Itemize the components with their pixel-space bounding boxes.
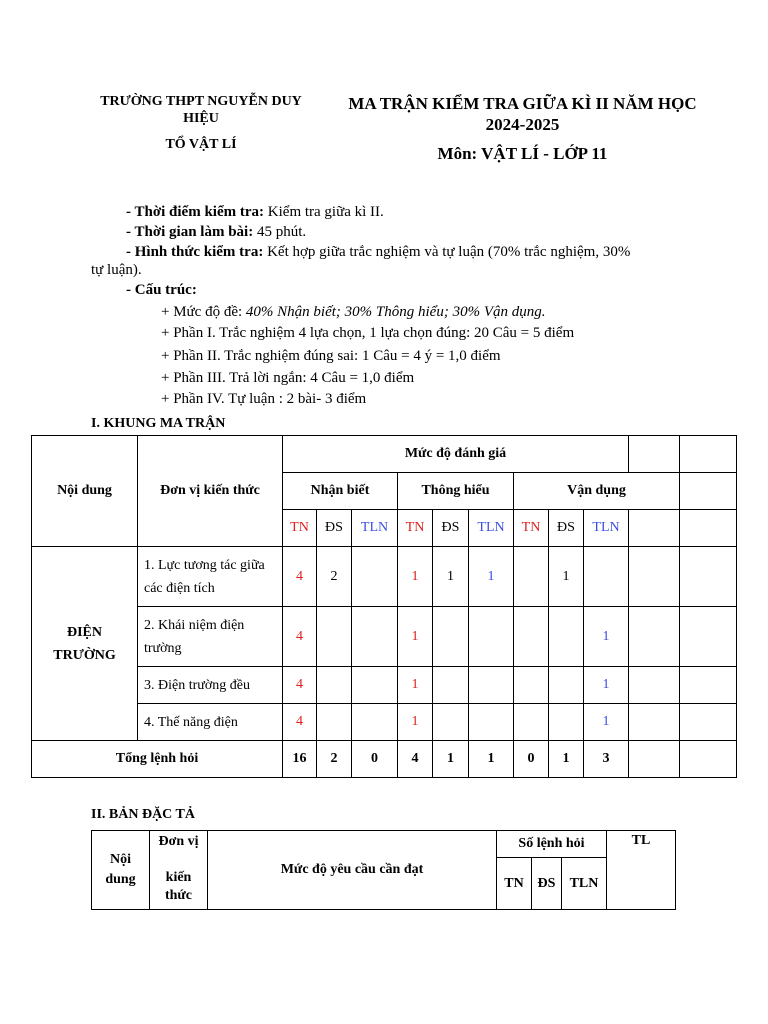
info-part-3: + Phần III. Trả lời ngắn: 4 Câu = 1,0 điểm <box>161 370 415 386</box>
total-vd-tn: 0 <box>514 741 549 778</box>
table-row <box>32 667 737 704</box>
sub-header-ds: ĐS <box>317 510 352 547</box>
cell-nb-tn: 4 <box>283 704 317 741</box>
unit-cell: 3. Điện trường đều <box>138 667 283 704</box>
spec-header-unit-3: thức <box>164 888 193 903</box>
sub-header-tln: TLN <box>352 510 398 547</box>
cell-vd-tln <box>584 547 629 607</box>
spec-section-title: II. BẢN ĐẶC TẢ <box>91 807 195 822</box>
spec-sub-tn: TN <box>497 858 532 910</box>
header-content: Nội dung <box>32 436 138 547</box>
spec-header-tl: TL <box>607 831 676 910</box>
header-level: Mức độ đánh giá <box>283 436 629 473</box>
header-apply: Vận dụng <box>514 473 680 510</box>
spec-table <box>91 830 676 910</box>
matrix-section-title: I. KHUNG MA TRẬN <box>91 416 226 431</box>
total-nb-tln: 0 <box>352 741 398 778</box>
cell-nb-tn: 4 <box>283 607 317 667</box>
sub-header-tln: TLN <box>584 510 629 547</box>
info-time <box>126 202 384 222</box>
info-structure-label: - Cấu trúc: <box>126 282 197 298</box>
sub-header-ds: ĐS <box>549 510 584 547</box>
spec-header-unit-2: kiến <box>165 870 192 885</box>
cell-th-ds <box>433 667 469 704</box>
table-row <box>32 704 737 741</box>
info-time-label: - Thời điểm kiểm tra: <box>126 204 265 220</box>
sub-header-ds: ĐS <box>433 510 469 547</box>
cell-empty <box>629 741 680 778</box>
info-format-label: - Hình thức kiểm tra: <box>126 244 264 260</box>
cell-nb-tn: 4 <box>283 667 317 704</box>
header-understand: Thông hiểu <box>398 473 514 510</box>
sub-header-tn: TN <box>514 510 549 547</box>
cell-empty <box>629 704 680 741</box>
total-th-ds: 1 <box>433 741 469 778</box>
total-nb-ds: 2 <box>317 741 352 778</box>
cell-vd-tn <box>514 667 549 704</box>
cell-empty <box>629 547 680 607</box>
info-part-4: + Phần IV. Tự luận : 2 bài- 3 điểm <box>161 391 367 407</box>
department-name: TỔ VẬT LÍ <box>165 137 237 152</box>
cell-empty <box>680 667 737 704</box>
spec-header-requirement: Mức độ yêu cầu cần đạt <box>208 831 497 910</box>
cell-vd-tln: 1 <box>584 607 629 667</box>
table-row <box>32 607 737 667</box>
cell-vd-tn <box>514 547 549 607</box>
cell-vd-ds <box>549 704 584 741</box>
cell-vd-tn <box>514 704 549 741</box>
sub-header-tn: TN <box>398 510 433 547</box>
matrix-table <box>31 435 737 778</box>
sub-header-empty <box>680 510 737 547</box>
total-vd-ds: 1 <box>549 741 584 778</box>
sub-header-tn: TN <box>283 510 317 547</box>
school-name: TRƯỜNG THPT NGUYỄN DUY HIỆU <box>100 94 302 126</box>
cell-empty <box>629 607 680 667</box>
header-extra-2 <box>680 436 737 473</box>
spec-header-content-1: Nội <box>110 852 131 867</box>
document-title: MA TRẬN KIỂM TRA GIỮA KÌ II NĂM HỌC 2024-2025 <box>348 94 697 134</box>
table-row <box>32 547 737 607</box>
cell-nb-tln <box>352 667 398 704</box>
topic-cell: ĐIỆN TRƯỜNG <box>32 547 138 741</box>
spec-sub-tln: TLN <box>562 858 607 910</box>
unit-cell: 1. Lực tương tác giữa các điện tích <box>138 547 283 607</box>
header-extra-1 <box>629 436 680 473</box>
spec-header-count: Số lệnh hỏi <box>497 831 607 858</box>
spec-sub-ds: ĐS <box>532 858 562 910</box>
info-duration-value: 45 phút. <box>253 224 307 240</box>
cell-nb-ds: 2 <box>317 547 352 607</box>
cell-th-tln <box>469 667 514 704</box>
spec-header-content-2: dung <box>105 872 136 887</box>
info-level-prefix: + Mức độ đề: <box>161 304 246 320</box>
cell-nb-ds <box>317 704 352 741</box>
cell-empty <box>680 704 737 741</box>
total-th-tln: 1 <box>469 741 514 778</box>
info-part-1: + Phần I. Trắc nghiệm 4 lựa chọn, 1 lựa chọn đúng: 20 Câu = 5 điểm <box>161 325 575 341</box>
header-unit: Đơn vị kiến thức <box>138 436 283 547</box>
unit-cell: 4. Thế năng điện <box>138 704 283 741</box>
cell-empty <box>680 607 737 667</box>
cell-vd-tn <box>514 607 549 667</box>
spec-header-unit-1: Đơn vị <box>158 834 199 849</box>
cell-nb-ds <box>317 667 352 704</box>
sub-header-tln: TLN <box>469 510 514 547</box>
header-extra-3 <box>680 473 737 510</box>
cell-th-tn: 1 <box>398 704 433 741</box>
spec-header-unit <box>150 831 208 910</box>
cell-th-ds <box>433 704 469 741</box>
total-nb-tn: 16 <box>283 741 317 778</box>
cell-th-tln <box>469 704 514 741</box>
subject-line: Môn: VẬT LÍ - LỚP 11 <box>437 144 608 163</box>
cell-th-tln <box>469 607 514 667</box>
cell-nb-tln <box>352 547 398 607</box>
info-level-value: 40% Nhận biết; 30% Thông hiểu; 30% Vận dụng. <box>245 304 546 320</box>
info-level <box>161 302 545 322</box>
cell-empty <box>629 667 680 704</box>
cell-vd-tln: 1 <box>584 667 629 704</box>
cell-th-tn: 1 <box>398 547 433 607</box>
cell-th-tln: 1 <box>469 547 514 607</box>
info-format-value: Kết hợp giữa trắc nghiệm và tự luận (70% trắc nghiệm, 30% <box>263 244 631 260</box>
cell-th-ds <box>433 607 469 667</box>
info-time-value: Kiểm tra giữa kì II. <box>264 204 384 220</box>
info-part-2: + Phần II. Trắc nghiệm đúng sai: 1 Câu = 4 ý = 1,0 điểm <box>161 348 501 364</box>
total-vd-tln: 3 <box>584 741 629 778</box>
cell-nb-ds <box>317 607 352 667</box>
spec-header-content <box>92 831 150 910</box>
cell-vd-ds: 1 <box>549 547 584 607</box>
unit-cell: 2. Khái niệm điện trường <box>138 607 283 667</box>
cell-nb-tln <box>352 704 398 741</box>
cell-nb-tln <box>352 607 398 667</box>
cell-th-tn: 1 <box>398 607 433 667</box>
cell-th-tn: 1 <box>398 667 433 704</box>
header-recognize: Nhận biết <box>283 473 398 510</box>
cell-vd-tln: 1 <box>584 704 629 741</box>
cell-th-ds: 1 <box>433 547 469 607</box>
cell-nb-tn: 4 <box>283 547 317 607</box>
total-th-tn: 4 <box>398 741 433 778</box>
info-duration <box>126 222 306 242</box>
cell-empty <box>680 741 737 778</box>
cell-vd-ds <box>549 667 584 704</box>
cell-empty <box>680 547 737 607</box>
cell-vd-ds <box>549 607 584 667</box>
total-row <box>32 741 737 778</box>
info-format <box>126 242 630 262</box>
sub-header-empty <box>629 510 680 547</box>
info-duration-label: - Thời gian làm bài: <box>126 224 254 240</box>
info-format-cont: tự luận). <box>91 262 142 278</box>
total-label: Tổng lệnh hỏi <box>32 741 283 778</box>
